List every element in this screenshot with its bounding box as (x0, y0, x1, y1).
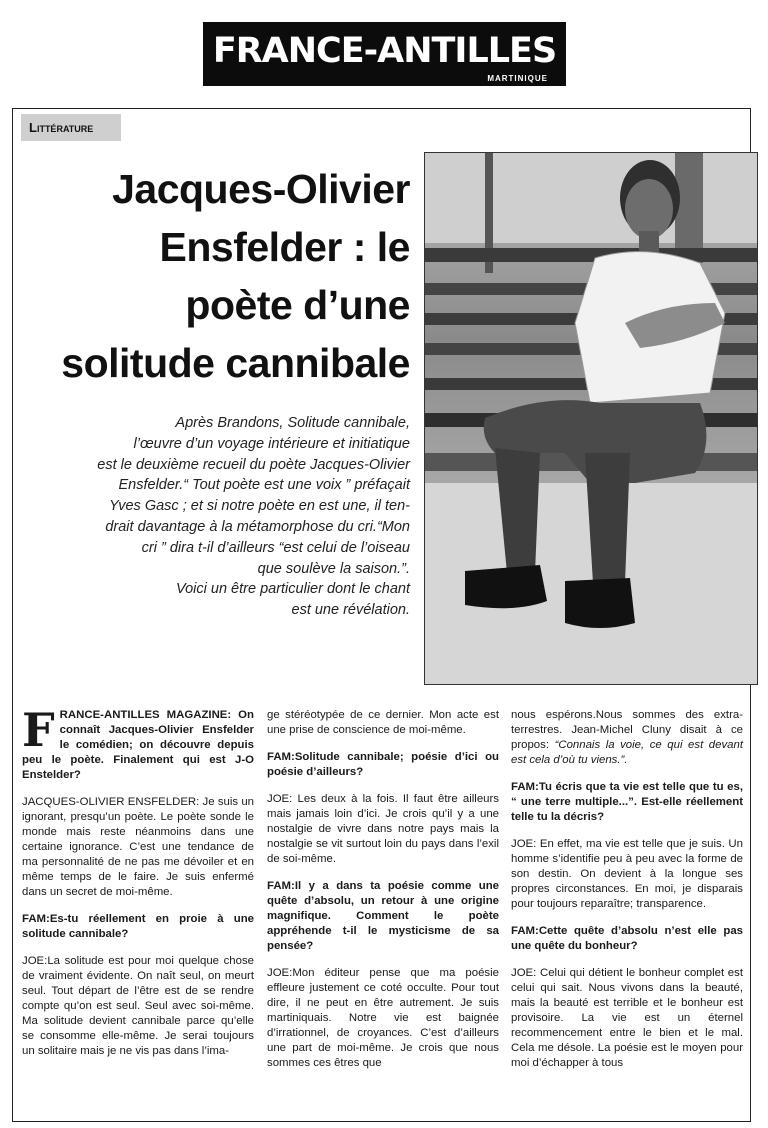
question-text: RANCE-ANTILLES MAGAZINE: On connaît Jacques-Olivier Ensfelder le comédien; on découvre depuis peu le poète. Finalement qui est J-O Enstelder? (22, 709, 254, 781)
headline: Jacques-Olivier Ensfelder : le poète d’une solitude cannibale (61, 166, 410, 386)
intro-line: Voici un être particulier dont le chant (175, 581, 410, 598)
intro-line: Yves Gasc ; et si notre poète en est une, il ten- (109, 498, 410, 515)
question-paragraph (511, 924, 743, 954)
question-paragraph (22, 912, 254, 942)
text-column-2 (267, 708, 499, 1083)
section-tag: Littérature (21, 114, 121, 141)
masthead-title: FRANCE-ANTILLES (212, 31, 557, 71)
portrait-photo-illustration (425, 153, 758, 685)
question-text: FAM:Solitude cannibale; poésie d’ici ou poésie d’ailleurs? (267, 751, 499, 778)
answer-paragraph: JACQUES-OLIVIER ENSFELDER: Je suis un ignorant, presqu’un poète. Le poète sonde le monde mais reste néanmoins dans une certaine ignorance. C’est une tendance de ma personnalité de ne pas me dévoiler et en même temps de le faire. Je suis enfermé dans un secret de moi-même. (22, 796, 254, 898)
question-text: FAM:Il y a dans ta poésie comme une quête d’absolu, un retour à une origine magnifique. Comment le poète appréhende t-il le mysticisme de sa pensée? (267, 880, 499, 952)
intro-line: drait davantage à la métamorphose du cri.“Mon (105, 518, 410, 535)
intro-line: que soulève la saison.”. (257, 560, 410, 577)
question-text: FAM:Cette quête d’absolu n’est elle pas une quête du bonheur? (511, 925, 743, 952)
text-column-3 (511, 708, 743, 1083)
intro-line: Ensfelder.“ Tout poète est une voix ” préfaçait (118, 477, 410, 494)
intro-line: l’œuvre d’un voyage intérieure et initiatique (133, 435, 410, 452)
intro-paragraph (90, 413, 410, 621)
masthead (203, 22, 566, 86)
intro-line: est une révélation. (291, 602, 410, 619)
answer-paragraph: JOE: En effet, ma vie est telle que je suis. Un homme s’identifie peu à peu avec la forme de son destin. On devient à la longue ses propres circonstances. En moi, je disparais pour toujours reparaître; transparence. (511, 838, 743, 910)
answer-paragraph: JOE:La solitude est pour moi quelque chose de vraiment évidente. On naît seul, on meurt seul. Tout départ de l’être est de se rendre compte qu’on est seul. Seul avec soi-même. Ma solitude devient cannibale parce qu’elle se consomme elle-même. Je serai toujours un solitaire mais je ne vis pas dans l’ima- (22, 955, 254, 1057)
portrait-photo (424, 152, 758, 685)
question-text: FAM:Es-tu réellement en proie à une solitude cannibale? (22, 913, 254, 940)
answer-paragraph (511, 708, 743, 768)
answer-paragraph: JOE:Mon éditeur pense que ma poésie effleure justement ce coté occulte. Pour tout dire, il ne peut en être autrement. Je suis martiniquais. Notre vie est baignée d’irrationnel, de croyances. C’est d’ailleurs une part de moi-même. Je crois que nous sommes ces êtres que (267, 967, 499, 1069)
answer-paragraph: JOE: Les deux à la fois. Il faut être ailleurs mais jamais loin d’ici. Je crois qu’il y a une nostalgie de vivre dans notre pays mais la nostalgie se vit surtout loin du pays dans l’exil de soi-même. (267, 793, 499, 865)
masthead-subtitle: MARTINIQUE (487, 74, 548, 83)
intro-line: est le deuxième recueil du poète Jacques-Olivier (97, 456, 410, 473)
question-text: FAM:Tu écris que ta vie est telle que tu es, “ une terre multiple...”. Est-elle réellement telle tu la décris? (511, 781, 743, 823)
drop-cap: F (22, 703, 55, 757)
answer-paragraph: JOE: Celui qui détient le bonheur complet est celui qui sait. Nous vivons dans la beauté, mais la beauté est terrible et le bonheur est provisoire. La vie est un éternel recommencement entre le bien et le mal. Cela me désole. La poésie est le moyen pour moi d’échapper à tous (511, 967, 743, 1069)
question-paragraph (267, 879, 499, 954)
intro-line: cri ” dira t-il d’ailleurs “est celui de l’oiseau (141, 539, 410, 556)
intro-line: Après Brandons, Solitude cannibale, (175, 415, 410, 431)
answer-paragraph: ge stéréotypée de ce dernier. Mon acte est une prise de conscience de moi-même. (267, 709, 499, 736)
question-paragraph (22, 703, 254, 783)
answer-text: nous espérons.Nous sommes des extra-terrestres. Jean-Michel Cluny disait à ce propos: (511, 709, 743, 751)
question-paragraph (267, 750, 499, 780)
quote-text: “Connais la voie, ce qui est devant est cela d’où tu viens.”. (511, 739, 744, 766)
text-column-1 (22, 703, 254, 1071)
question-paragraph (511, 780, 743, 825)
